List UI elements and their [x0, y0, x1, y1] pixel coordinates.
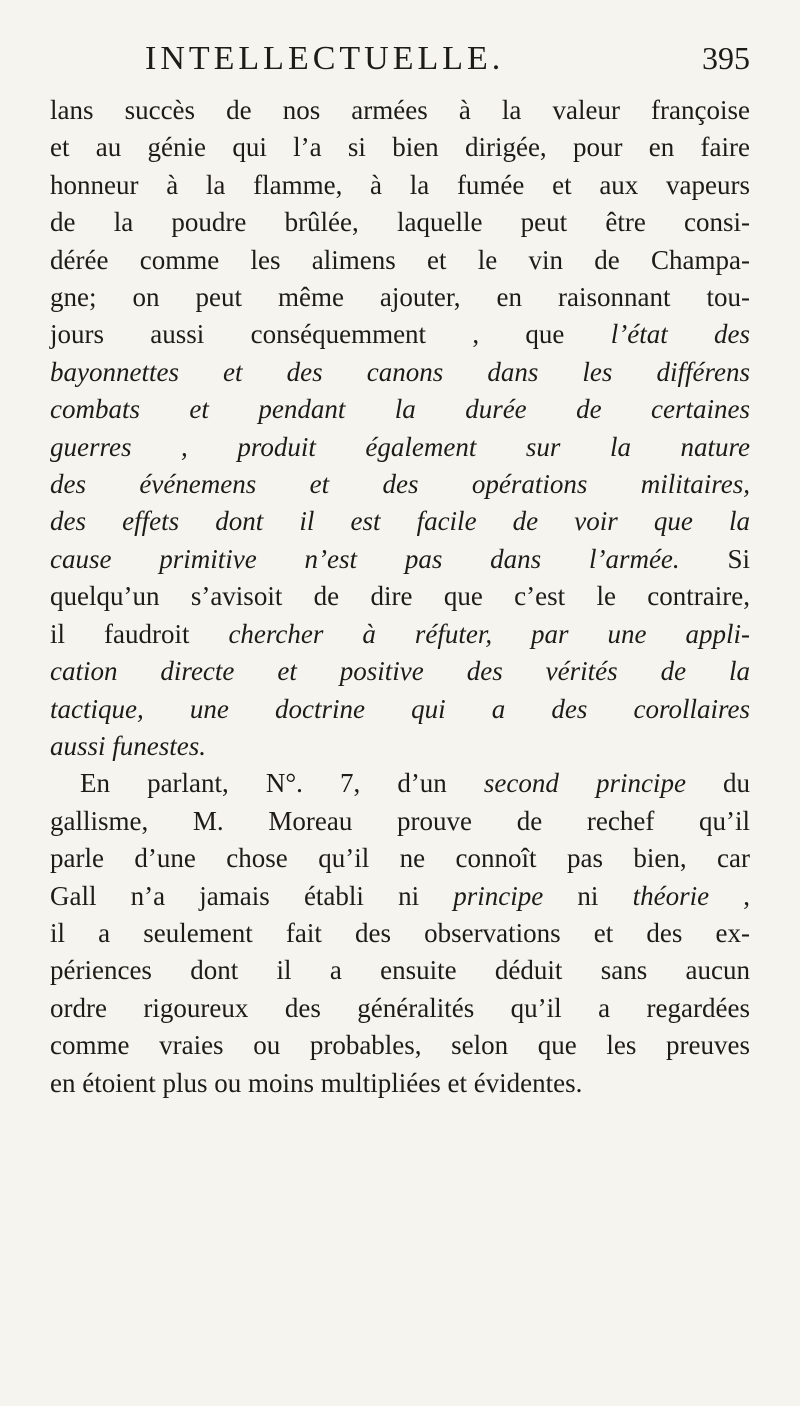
- text-segment: comme vraies ou probables, selon que les preuves: [50, 1030, 750, 1061]
- text-line: [50, 391, 750, 428]
- text-line: [50, 840, 750, 877]
- body-text: [50, 92, 750, 1102]
- text-segment: du: [685, 768, 750, 799]
- italic-text: des événemens et des opérations militaires,: [50, 469, 750, 500]
- italic-text: des effets dont il est facile de voir que la: [50, 506, 750, 537]
- italic-text: combats et pendant la durée de certaines: [50, 394, 750, 425]
- italic-text: bayonnettes et des canons dans les différens: [50, 356, 750, 387]
- italic-text: tactique, une doctrine qui a des corollaires: [50, 693, 750, 724]
- text-segment: il faudroit: [50, 618, 229, 649]
- running-head: [50, 40, 750, 88]
- text-segment: il a seulement fait des observations et des ex-: [50, 917, 750, 948]
- text-segment: gallisme, M. Moreau prouve de rechef qu’il: [50, 805, 750, 836]
- text-segment: périences dont il a ensuite déduit sans aucun: [50, 955, 750, 986]
- italic-text: théorie: [632, 880, 710, 911]
- text-line: [50, 1065, 750, 1102]
- text-line: [50, 878, 750, 915]
- italic-text: guerres , produit également sur la nature: [50, 431, 750, 462]
- text-line: [50, 765, 750, 802]
- text-segment: Gall n’a jamais établi ni: [50, 880, 454, 911]
- text-segment: En parlant, N°. 7, d’un: [80, 768, 484, 799]
- text-segment: quelqu’un s’avisoit de dire que c’est le contraire,: [50, 581, 750, 612]
- page-number: 395: [702, 40, 750, 76]
- text-segment: ni: [543, 880, 633, 911]
- italic-text: aussi funestes.: [50, 730, 207, 761]
- text-segment: parle d’une chose qu’il ne connoît pas bien, car: [50, 843, 750, 874]
- text-line: [50, 466, 750, 503]
- italic-text: cause primitive n’est pas dans l’armée.: [50, 543, 680, 574]
- text-line: [50, 952, 750, 989]
- text-segment: Si: [679, 543, 750, 574]
- running-title: INTELLECTUELLE.: [145, 40, 505, 77]
- text-segment: jours aussi conséquemment , que: [50, 319, 611, 350]
- text-line: [50, 990, 750, 1027]
- italic-text: cation directe et positive des vérités de la: [50, 656, 750, 687]
- text-line: [50, 167, 750, 204]
- text-line: [50, 204, 750, 241]
- text-line: [50, 728, 750, 765]
- text-segment: dérée comme les alimens et le vin de Champa-: [50, 244, 750, 275]
- text-segment: en étoient plus ou moins multipliées et évidentes.: [50, 1067, 583, 1098]
- text-line: [50, 1027, 750, 1064]
- italic-text: second principe: [483, 768, 686, 799]
- text-line: [50, 653, 750, 690]
- text-segment: honneur à la flamme, à la fumée et aux vapeurs: [50, 169, 750, 200]
- text-line: [50, 915, 750, 952]
- text-segment: lans succès de nos armées à la valeur françoise: [50, 95, 750, 125]
- italic-text: l’état des: [610, 319, 750, 350]
- text-line: [50, 803, 750, 840]
- text-line: [50, 616, 750, 653]
- text-line: [50, 691, 750, 728]
- italic-text: chercher à réfuter, par une appli-: [228, 618, 750, 649]
- italic-text: principe: [453, 880, 544, 911]
- text-line: [50, 129, 750, 166]
- text-segment: ,: [709, 880, 750, 911]
- text-segment: ordre rigoureux des généralités qu’il a regardées: [50, 992, 750, 1023]
- text-line: [50, 316, 750, 353]
- text-line: [50, 429, 750, 466]
- text-line: [50, 578, 750, 615]
- text-line: [50, 541, 750, 578]
- text-segment: de la poudre brûlée, laquelle peut être consi-: [50, 207, 750, 238]
- text-line: [50, 92, 750, 129]
- text-line: [50, 503, 750, 540]
- text-line: [50, 242, 750, 279]
- text-segment: gne; on peut même ajouter, en raisonnant tou-: [50, 282, 750, 313]
- text-line: [50, 279, 750, 316]
- text-segment: et au génie qui l’a si bien dirigée, pour en faire: [50, 132, 750, 163]
- text-line: [50, 354, 750, 391]
